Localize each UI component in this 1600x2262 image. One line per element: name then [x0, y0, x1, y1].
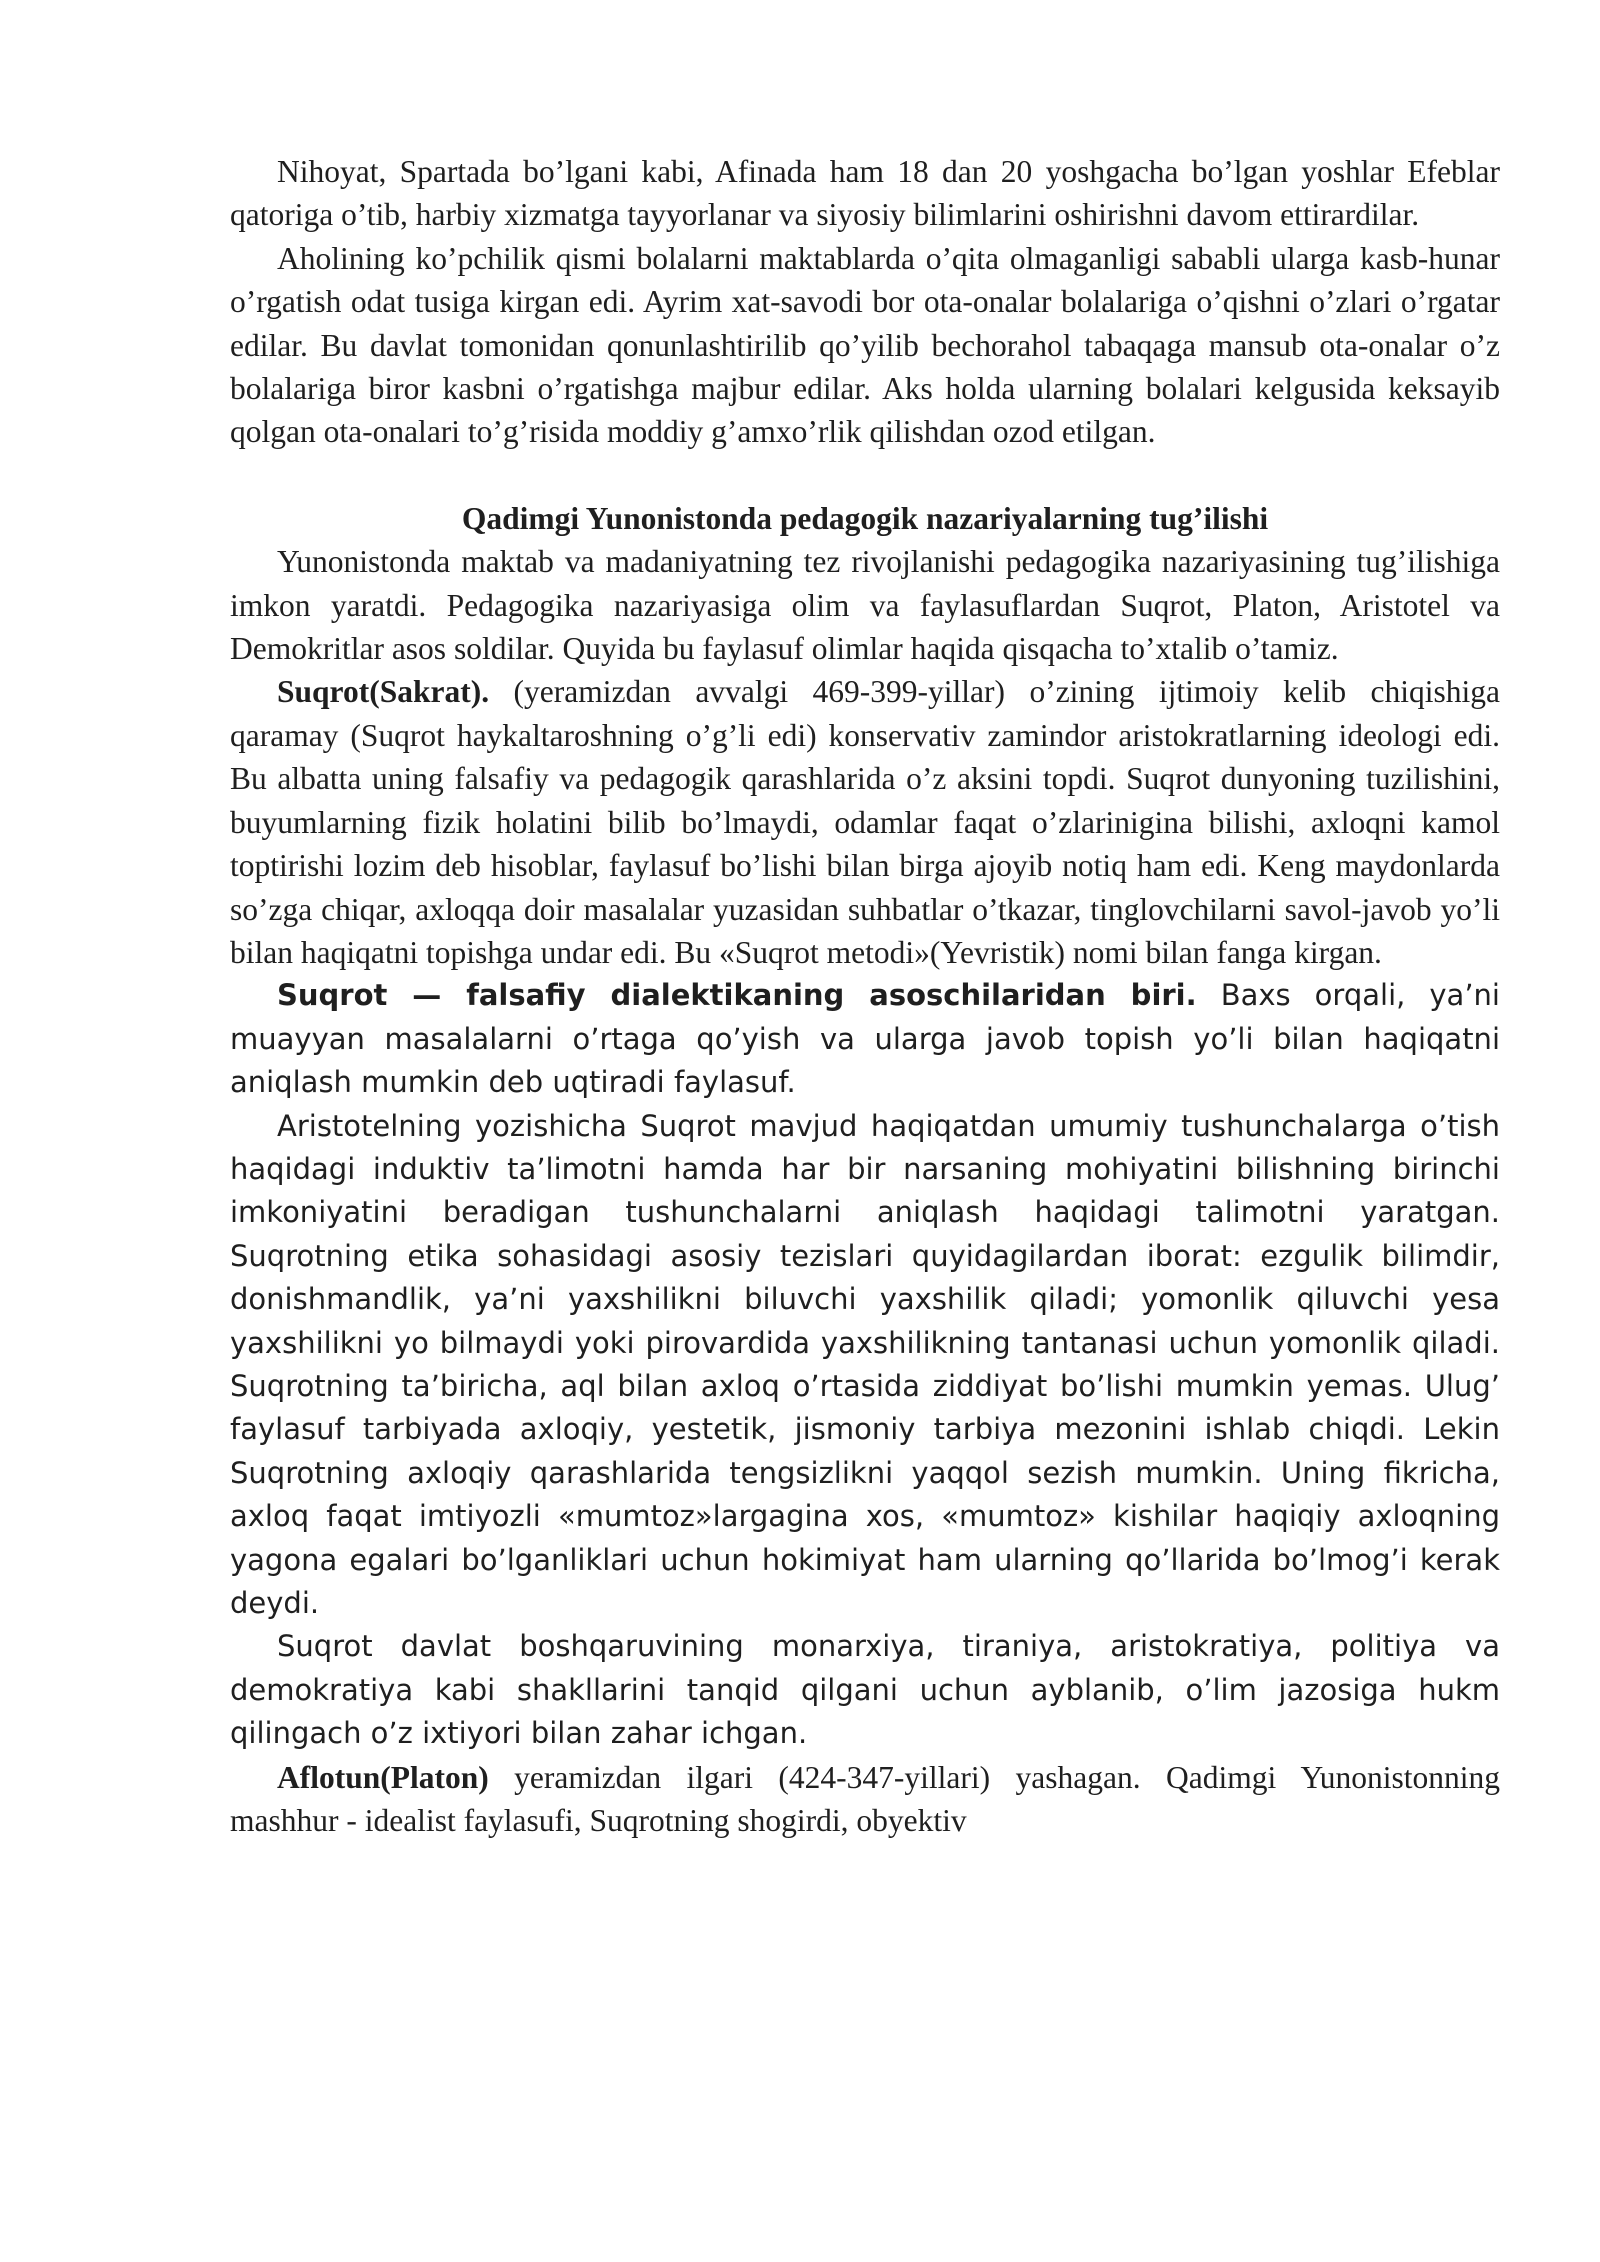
paragraph-efeblar: Nihoyat, Spartada bo’lgani kabi, Afinada ham 18 dan 20 yoshgacha bo’lgan yoshlar Efeblar qatoriga o’tib, harbiy xizmatga tayyorlanar va siyosiy bilimlarini oshirishni davom ettirardilar.: [230, 154, 1500, 233]
paragraph-aflotun: [230, 1756, 1500, 1843]
paragraph-suqrot-dialektika: [230, 974, 1500, 1104]
paragraph-suqrot-olim: Suqrot davlat boshqaruvining monarxiya, tiraniya, aristokratiya, politiya va demokratiya kabi shakllarini tanqid qilgani uchun ayblanib, o’lim jazosiga hukm qilingach o’z ixtiyori bilan zahar ichgan.: [230, 1629, 1500, 1751]
document-page: [230, 150, 1500, 1842]
paragraph-pedagogika-nazariyasi: Yunonistonda maktab va madaniyatning tez rivojlanishi pedagogika nazariyasining tug’ilishiga imkon yaratdi. Pedagogika nazariyasiga olim va faylasuflardan Suqrot, Platon, Aristotel va Demokritlar asos soldilar. Quyida bu faylasuf olimlar haqida qisqacha to’xtalib o’tamiz.: [230, 544, 1500, 667]
suqrot-intro-text: (yeramizdan avvalgi 469-399-yillar) o’zining ijtimoiy kelib chiqishiga qaramay (Suqrot haykaltaroshning o’g’li edi) konservativ zamindor aristokratlarning ideologi edi. Bu albatta uning falsafiy va pedagogik qarashlarida o’z aksini topdi. Suqrot dunyoning tuzilishini, buyumlarning fizik holatini bilib bo’lmaydi, odamlar faqat o’zlarinigina bilishi, axloqni kamol toptirishi lozim deb hisoblar, faylasuf bo’lishi bilan birga ajoyib notiq ham edi. Keng maydonlarda so’zga chiqar, axloqqa doir masalalar yuzasidan suhbatlar o’tkazar, tinglovchilarni savol-javob yo’li bilan haqiqatni topishga undar edi. Bu «Suqrot metodi»(Yevristik) nomi bilan fanga kirgan.: [230, 674, 1500, 970]
suqrot-name-bold: Suqrot(Sakrat).: [277, 674, 490, 710]
paragraph-kasb-hunar: Aholining ko’pchilik qismi bolalarni maktablarda o’qita olmaganligi sababli ularga kasb-hunar o’rgatish odat tusiga kirgan edi. Ayrim xat-savodi bor ota-onalar bolalariga o’qishni o’zlari o’rgatar edilar. Bu davlat tomonidan qonunlashtirilib qo’yilib bechorahol tabaqaga mansub ota-onalar o’z bolalariga biror kasbni o’rgatishga majbur edilar. Aks holda ularning bolalari kelgusida keksayib qolgan ota-onalari to’g’risida moddiy g’amxo’rlik qilishdan ozod etilgan.: [230, 240, 1500, 450]
aflotun-name-bold: Aflotun(Platon): [277, 1759, 489, 1795]
paragraph-suqrot-intro: [230, 670, 1500, 974]
paragraph-aristotel-yozishicha: Aristotelning yozishicha Suqrot mavjud haqiqatdan umumiy tushunchalarga o’tish haqidagi induktiv ta’limotni hamda har bir narsaning mohiyatini bilishning birinchi imkoniyatini beradigan tushunchalarni aniqlash haqidagi talimotni yaratgan. Suqrotning etika sohasidagi asosiy tezislari quyidagilardan iborat: ezgulik bilimdir, donishmandlik, ya’ni yaxshilikni biluvchi yaxshilik qiladi; yomonlik qiluvchi yesa yaxshilikni yo bilmaydi yoki pirovardida yaxshilikning tantanasi uchun yomonlik qiladi. Suqrotning ta’biricha, aql bilan axloq o’rtasida ziddiyat bo’lishi mumkin yemas. Ulug’ faylasuf tarbiyada axloqiy, yestetik, jismoniy tarbiya mezonini ishlab chiqdi. Lekin Suqrotning axloqiy qarashlarida tengsizlikni yaqqol sezish mumkin. Uning fikricha, axloq faqat imtiyozli «mumtoz»largagina xos, «mumtoz» kishilar haqiqiy axloqning yagona egalari bo’lganliklari uchun hokimiyat ham ularning qo’llarida bo’lmog’i kerak deydi.: [230, 1108, 1500, 1620]
dialektika-text: Baxs orqali, ya’ni muayyan masalalarni o’rtaga qo’yish va ularga javob topish yo’li bilan haqiqatni aniqlash mumkin deb uqtiradi faylasuf.: [230, 978, 1500, 1100]
section-heading: Qadimgi Yunonistonda pedagogik nazariyalarning tug’ilishi: [461, 500, 1269, 536]
aflotun-text: yeramizdan ilgari (424-347-yillari) yashagan. Qadimgi Yunonistonning mashhur - idealist faylasufi, Suqrotning shogirdi, obyektiv: [230, 1759, 1500, 1839]
paragraph-spacer: [230, 454, 1500, 497]
dialektika-bold: Suqrot — falsafiy dialektikaning asoschilaridan biri.: [277, 978, 1197, 1013]
